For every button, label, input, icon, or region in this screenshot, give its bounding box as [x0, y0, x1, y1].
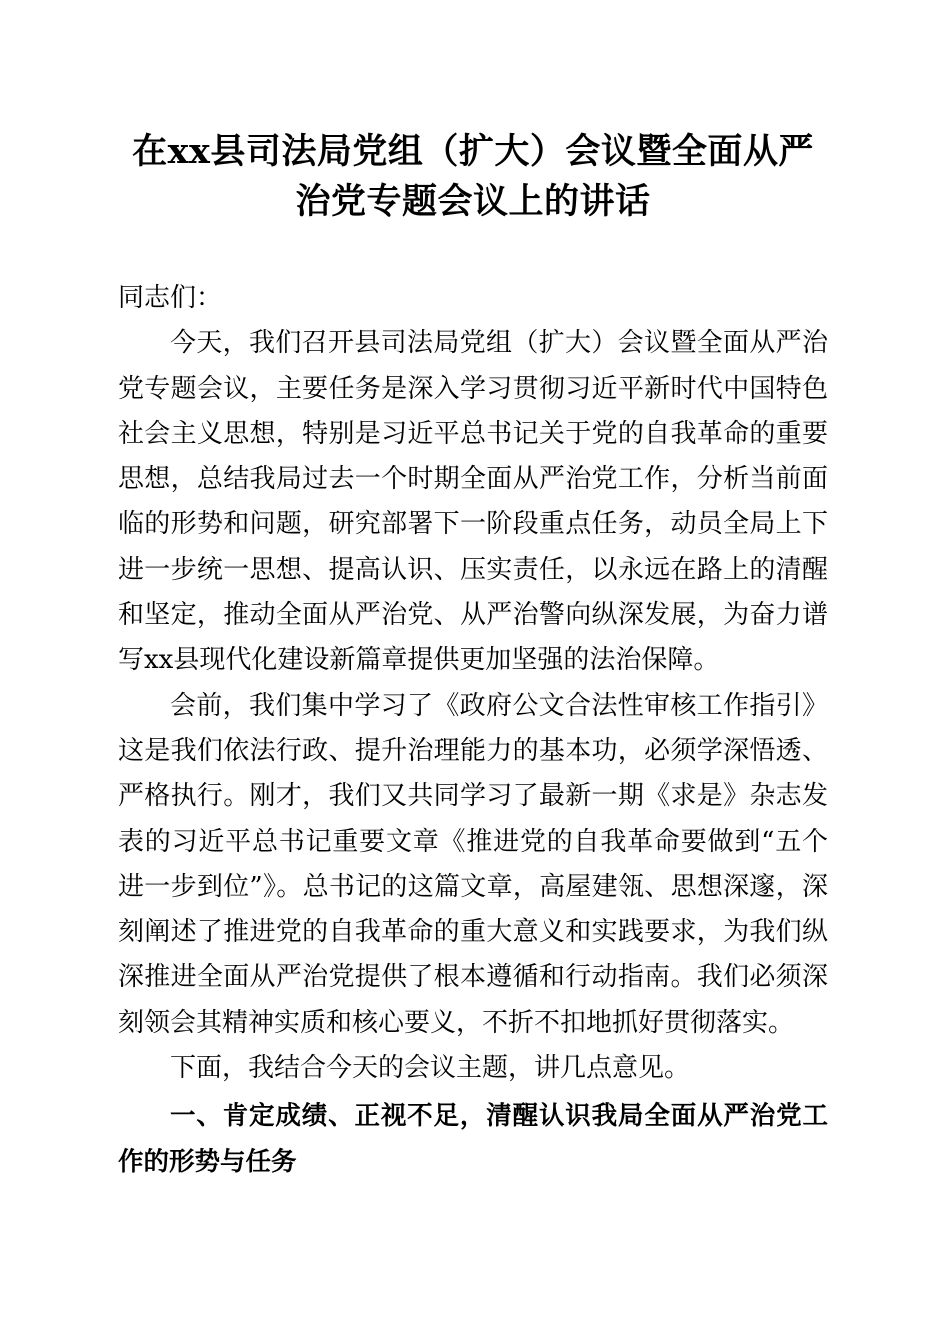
- body-paragraph-transition: 下面，我结合今天的会议主题，讲几点意见。: [170, 1053, 691, 1084]
- body-paragraph-intro: 今天，我们召开县司法局党组（扩大）会议暨全面从严治党专题会议，主要任务是深入学习贯彻习近平新时代中国特色社会主义思想，特别是习近平总书记关于党的自我革命的重要思想，总结我局过去一个时期全面从严治党工作，分析当前面临的形势和问题，研究部署下一阶段重点任务，动员全局上下进一步统一思想、提高认识、压实责任，以永远在路上的清醒和坚定，推动全面从严治党、从严治警向纵深发展，为奋力谱写xx县现代化建设新篇章提供更加坚强的法治保障。: [118, 328, 828, 676]
- document-title-line-2: 治党专题会议上的讲话: [295, 181, 651, 222]
- document-title: [118, 128, 828, 226]
- body-paragraph-study: 会前，我们集中学习了《政府公文合法性审核工作指引》这是我们依法行政、提升治理能力的基本功，必须学深悟透、严格执行。刚才，我们又共同学习了最新一期《求是》杂志发表的习近平总书记重要文章《推进党的自我革命要做到“五个进一步到位”》。总书记的这篇文章，高屋建瓴、思想深邃，深刻阐述了推进党的自我革命的重大意义和实践要求，为我们纵深推进全面从严治党提供了根本遵循和行动指南。我们必须深刻领会其精神实质和核心要义，不折不扣地抓好贯彻落实。: [118, 690, 828, 1038]
- greeting: 同志们：: [118, 283, 223, 313]
- document-page: [118, 128, 828, 1177]
- document-body: [118, 276, 828, 1185]
- section-heading-1: 一、肯定成绩、正视不足，清醒认识我局全面从严治党工作的形势与任务: [118, 1101, 828, 1177]
- document-title-line-1: 在xx县司法局党组（扩大）会议暨全面从严: [132, 131, 814, 172]
